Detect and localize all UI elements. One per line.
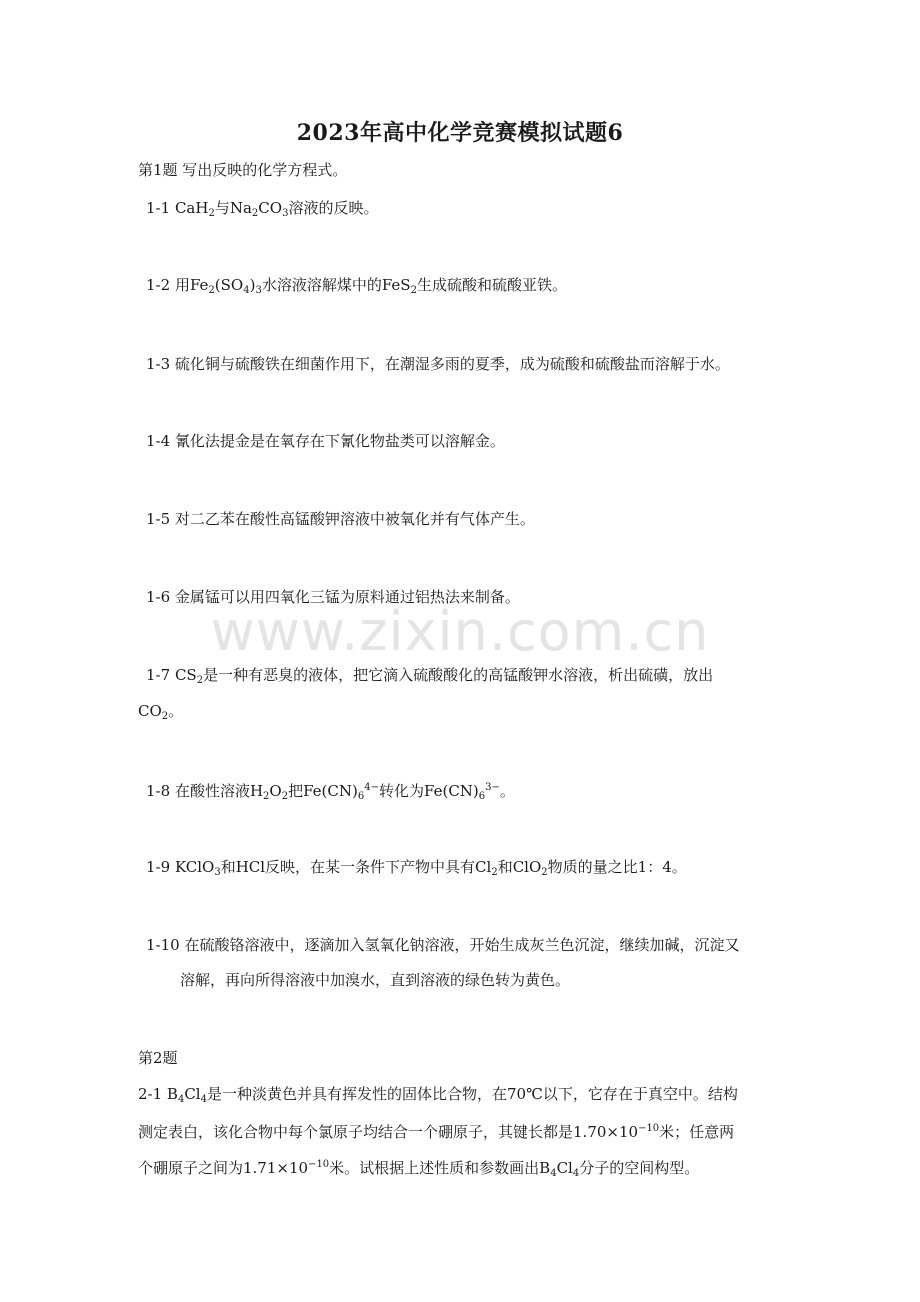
item-1-10: 1-10 在硫酸铬溶液中，逐滴加入氢氧化钠溶液，开始生成灰兰色沉淀，继续加碱，沉淀又	[146, 936, 740, 954]
question-2-heading: 第2题	[138, 1049, 178, 1067]
item-1-9: 1-9 KClO$_3$和HCl反映，在某一条件下产物中具有$Cl_2$和ClO$_2$物质的量之比1：4。	[146, 858, 687, 878]
item-1-5: 1-5 对二乙苯在酸性高锰酸钾溶液中被氧化并有气体产生。	[146, 510, 535, 528]
item-1-3: 1-3 硫化铜与硫酸铁在细菌作用下，在潮湿多雨的夏季，成为硫酸和硫酸盐而溶解于水。	[146, 355, 730, 373]
item-1-7: 1-7 $CS_2$是一种有恶臭的液体，把它滴入硫酸酸化的高锰酸钾水溶液，析出硫磺，放出	[146, 666, 714, 686]
watermark: www.zixin.com.cn	[210, 600, 710, 663]
item-1-7-cont: $CO_2$。	[138, 702, 184, 722]
item-2-1-line-1: 2-1 $B_4Cl_4$是一种淡黄色并具有挥发性的固体比合物，在70℃以下，它存在于真空中。结构	[138, 1085, 738, 1105]
page-title: 2023年高中化学竞赛模拟试题6	[296, 120, 624, 146]
item-1-1: 1-1 CaH$_2$与$Na_2CO_3$溶液的反映。	[146, 199, 379, 219]
item-1-4: 1-4 氰化法提金是在氧存在下氰化物盐类可以溶解金。	[146, 432, 505, 450]
item-2-1-line-2: 测定表白，该化合物中每个氯原子均结合一个硼原子，其键长都是$1.70\times 10^{-10}$米；任意两	[138, 1123, 735, 1141]
item-1-2: 1-2 用$Fe_2(SO_4)_3$水溶液溶解煤中的FeS$_2$生成硫酸和硫酸亚铁。	[146, 276, 567, 296]
item-1-10-cont: 溶解，再向所得溶液中加溴水，直到溶液的绿色转为黄色。	[180, 971, 571, 989]
question-1-heading: 第1题 写出反映的化学方程式。	[138, 161, 348, 179]
item-1-8: 1-8 在酸性溶液$H_2O_2$把$Fe(CN)_6^{4-}$转化为$Fe(CN)_6^{3-}$。	[146, 782, 515, 802]
item-2-1-line-3: 个硼原子之间为$1.71\times 10^{-10}$米。试根据上述性质和参数画出$B_4Cl_4$分子的空间构型。	[138, 1159, 700, 1179]
item-1-6: 1-6 金属锰可以用四氧化三锰为原料通过铝热法来制备。	[146, 588, 520, 606]
